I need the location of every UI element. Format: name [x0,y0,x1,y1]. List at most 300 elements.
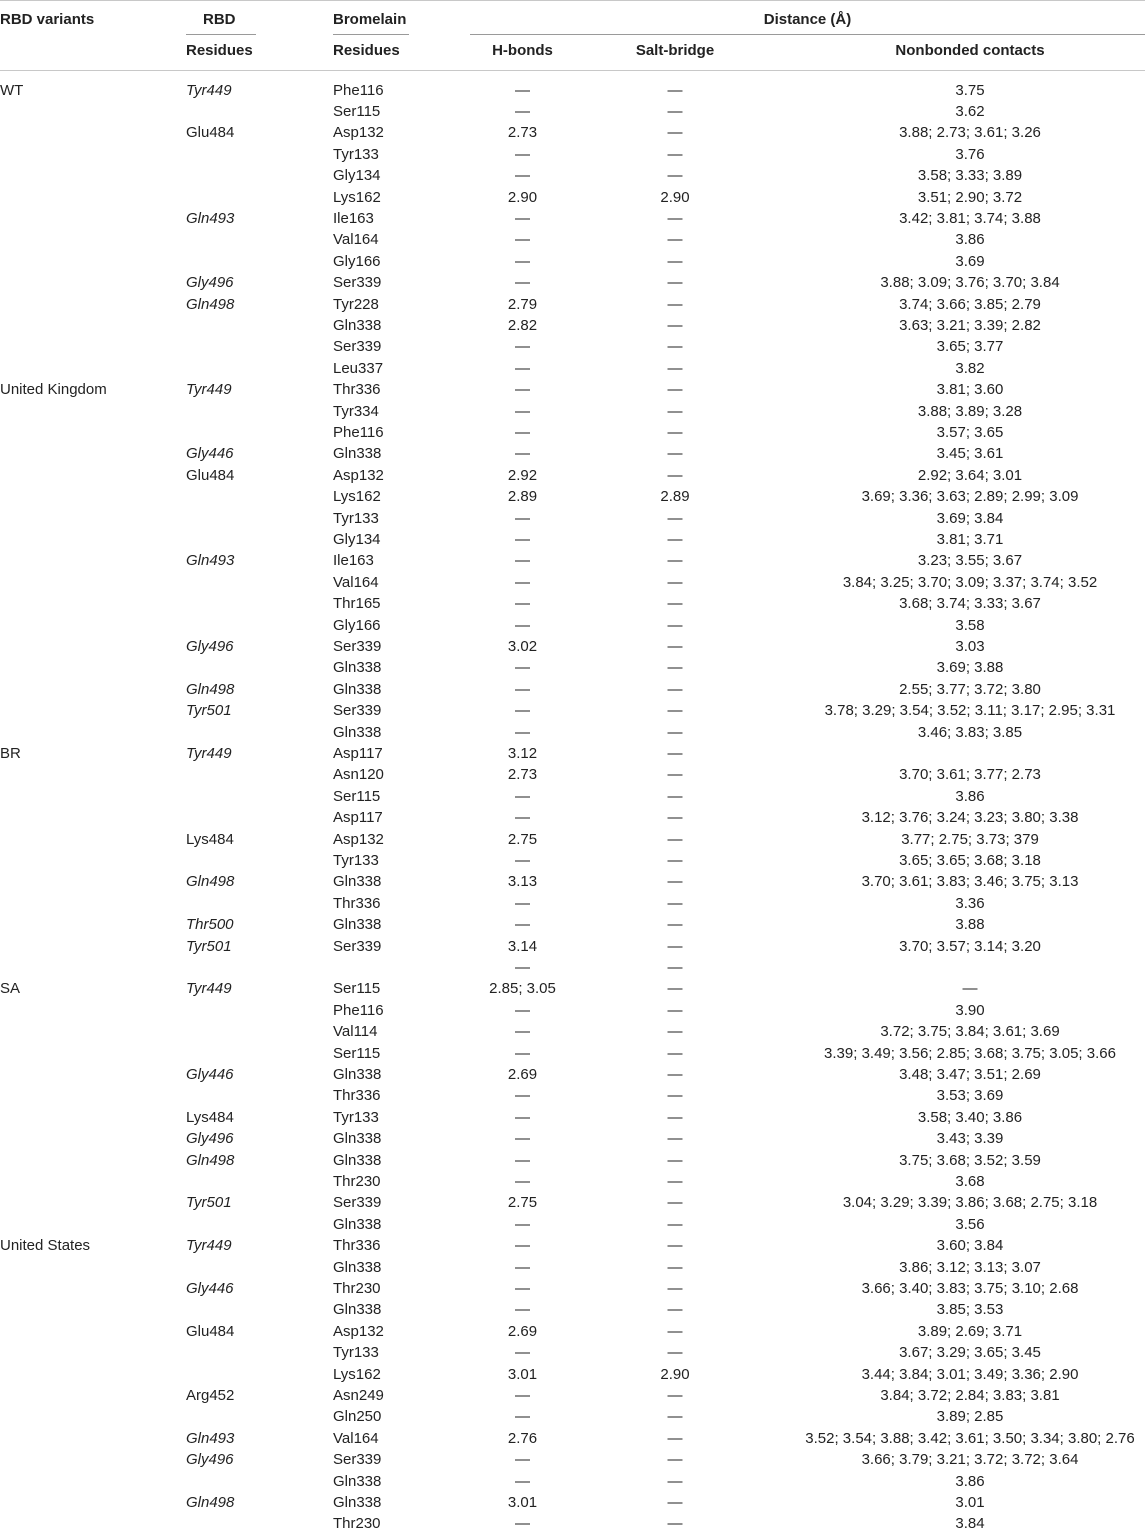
salt-bridge-cell: — [667,1194,683,1212]
hbond-cell: — [515,595,530,613]
rbd-residue-cell: Gln498 [186,295,235,313]
rbd-residue-cell: Tyr449 [186,81,232,99]
salt-bridge-cell: — [667,402,683,420]
table-row [0,1214,1145,1235]
nonbonded-cell: 3.03 [955,637,985,655]
table-row [0,401,1145,422]
bromelain-residue-cell: Gln338 [333,723,382,741]
nonbonded-cell: 3.58 [955,616,985,634]
rbd-residue-cell: Gly496 [186,637,234,655]
nonbonded-cell: 3.86 [955,1472,985,1490]
salt-bridge-cell: — [667,1237,683,1255]
hbond-cell: — [515,894,530,912]
nonbonded-cell: 3.60; 3.84 [936,1237,1004,1255]
bromelain-residue-cell: Phe116 [333,81,384,99]
bromelain-residue-cell: Ile163 [333,552,374,570]
bromelain-residue-cell: Thr165 [333,595,381,613]
salt-bridge-cell: — [667,1515,683,1533]
nonbonded-cell: 3.52; 3.54; 3.88; 3.42; 3.61; 3.50; 3.34; 3.80; 2.76 [805,1429,1135,1447]
table-row [0,786,1145,807]
nonbonded-cell: 3.65; 3.65; 3.68; 3.18 [899,851,1041,869]
bromelain-residue-cell: Gln338 [333,1151,382,1169]
table-row [0,144,1145,165]
table-row [0,657,1145,678]
bromelain-residue-cell: Ile163 [333,209,374,227]
table-row [0,1278,1145,1299]
salt-bridge-cell: 2.90 [660,1365,690,1383]
distance-underline [470,34,1145,35]
hbond-cell: — [515,1151,530,1169]
table-row [0,1171,1145,1192]
nonbonded-cell: 2.92; 3.64; 3.01 [917,466,1023,484]
salt-bridge-cell: — [667,616,683,634]
bromelain-residue-cell: Gln338 [333,445,382,463]
nonbonded-cell: 3.81; 3.60 [936,381,1004,399]
rbd-residue-cell: Glu484 [186,466,235,484]
rbd-residue-cell: Tyr449 [186,744,232,762]
table-row [0,743,1145,764]
rbd-residue-cell: Gly446 [186,1279,234,1297]
nonbonded-cell: 3.36 [955,894,985,912]
salt-bridge-cell: — [667,1001,683,1019]
salt-bridge-cell: — [667,209,683,227]
bromelain-residue-cell: Gln338 [333,1493,382,1511]
hbond-cell: — [515,809,530,827]
table-row [0,358,1145,379]
hbond-cell: 2.73 [507,766,538,784]
salt-bridge-cell: — [667,637,683,655]
header-distance: Distance (Å) [763,11,852,28]
table-row [0,829,1145,850]
hbond-cell: — [515,274,530,292]
bromelain-residue-cell: Gln250 [333,1408,382,1426]
variant-cell: WT [0,81,24,99]
salt-bridge-cell: — [667,316,683,334]
bromelain-residue-cell: Thr336 [333,381,381,399]
salt-bridge-cell: — [667,958,683,976]
bromelain-residue-cell: Tyr133 [333,851,379,869]
salt-bridge-cell: — [667,1429,683,1447]
salt-bridge-cell: — [667,1408,683,1426]
nonbonded-cell: 3.85; 3.53 [936,1301,1004,1319]
salt-bridge-cell: — [667,830,683,848]
nonbonded-cell: 3.67; 3.29; 3.65; 3.45 [899,1344,1041,1362]
table-row [0,615,1145,636]
table-row [0,187,1145,208]
rbd-residue-cell: Gly446 [186,1065,234,1083]
nonbonded-cell: 3.62 [955,102,985,120]
hbond-cell: — [515,1344,530,1362]
variant-cell: BR [0,744,21,762]
rbd-residue-cell: Gln498 [186,1151,235,1169]
nonbonded-cell: — [962,980,978,998]
table-row [0,529,1145,550]
salt-bridge-cell: — [667,573,683,591]
hbond-cell: 2.89 [507,488,538,506]
table-row [0,1064,1145,1085]
bromelain-residue-cell: Gly166 [333,252,381,270]
bromelain-residue-cell: Gln338 [333,1301,382,1319]
rbd-underline [186,34,256,35]
nonbonded-cell: 3.89; 2.85 [936,1408,1004,1426]
header-rbd-residues: Residues [186,42,253,59]
salt-bridge-cell: — [667,766,683,784]
salt-bridge-cell: — [667,680,683,698]
rbd-residue-cell: Gly496 [186,1130,234,1148]
hbond-cell: 2.69 [507,1065,538,1083]
table-row [0,101,1145,122]
nonbonded-cell: 3.84 [955,1515,985,1533]
table-row [0,1449,1145,1470]
hbond-cell: 2.79 [507,295,538,313]
header-row-1 [0,0,1145,36]
bromelain-residue-cell: Asp132 [333,124,384,142]
table-row [0,1513,1145,1534]
hbond-cell: — [515,1023,530,1041]
salt-bridge-cell: — [667,530,683,548]
salt-bridge-cell: — [667,466,683,484]
variant-cell: United Kingdom [0,381,107,399]
salt-bridge-cell: — [667,1151,683,1169]
table-row [0,1364,1145,1385]
header-nonbonded: Nonbonded contacts [895,42,1045,59]
table-row [0,914,1145,935]
salt-bridge-cell: — [667,1172,683,1190]
hbond-cell: — [515,102,530,120]
hbond-cell: 2.92 [507,466,538,484]
nonbonded-cell: 3.75; 3.68; 3.52; 3.59 [899,1151,1041,1169]
header-row-2 [0,36,1145,71]
rbd-residue-cell: Gly496 [186,274,234,292]
hbond-cell: — [515,958,530,976]
table-row [0,957,1145,978]
nonbonded-cell: 3.68; 3.74; 3.33; 3.67 [899,595,1041,613]
nonbonded-cell: 3.69 [955,252,985,270]
nonbonded-cell: 3.23; 3.55; 3.67 [917,552,1023,570]
bromelain-underline [333,34,409,35]
salt-bridge-cell: — [667,1023,683,1041]
salt-bridge-cell: — [667,702,683,720]
nonbonded-cell: 3.88 [955,916,985,934]
table-row [0,1321,1145,1342]
table-row [0,700,1145,721]
salt-bridge-cell: — [667,1344,683,1362]
rbd-residue-cell: Tyr449 [186,1237,232,1255]
rbd-residue-cell: Lys484 [186,830,234,848]
nonbonded-cell: 3.72; 3.75; 3.84; 3.61; 3.69 [880,1023,1060,1041]
salt-bridge-cell: — [667,1493,683,1511]
nonbonded-cell: 3.68 [955,1172,985,1190]
hbond-cell: — [515,1130,530,1148]
bromelain-residue-cell: Val164 [333,1429,379,1447]
hbond-cell: — [515,659,530,677]
bromelain-residue-cell: Ser339 [333,637,382,655]
salt-bridge-cell: — [667,1279,683,1297]
salt-bridge-cell: — [667,595,683,613]
rbd-residue-cell: Gln498 [186,873,235,891]
salt-bridge-cell: — [667,1258,683,1276]
hbond-cell: 2.90 [507,188,538,206]
bromelain-residue-cell: Tyr133 [333,1344,379,1362]
header-hbonds: H-bonds [492,42,553,59]
hbond-cell: — [515,723,530,741]
nonbonded-cell: 3.66; 3.79; 3.21; 3.72; 3.72; 3.64 [861,1451,1079,1469]
table-row [0,679,1145,700]
rbd-residue-cell: Tyr501 [186,1194,232,1212]
table-row [0,764,1145,785]
bromelain-residue-cell: Asp132 [333,830,384,848]
salt-bridge-cell: — [667,509,683,527]
nonbonded-cell: 3.69; 3.88 [936,659,1004,677]
table-row [0,422,1145,443]
salt-bridge-cell: — [667,809,683,827]
hbond-cell: — [515,338,530,356]
salt-bridge-cell: — [667,873,683,891]
hbond-cell: — [515,530,530,548]
nonbonded-cell: 3.46; 3.83; 3.85 [917,723,1023,741]
hbond-cell: — [515,509,530,527]
header-bromelain-residues: Residues [333,42,400,59]
hbond-cell: 2.73 [507,124,538,142]
table-row [0,936,1145,957]
salt-bridge-cell: — [667,381,683,399]
table-row [0,1385,1145,1406]
hbond-cell: 2.69 [507,1322,538,1340]
hbond-cell: — [515,1237,530,1255]
table-row [0,1299,1145,1320]
bromelain-residue-cell: Lys162 [333,1365,381,1383]
salt-bridge-cell: — [667,338,683,356]
table-row [0,1235,1145,1256]
variant-cell: SA [0,980,21,998]
nonbonded-cell: 3.90 [955,1001,985,1019]
bromelain-residue-cell: Asp132 [333,1322,384,1340]
hbond-cell: — [515,1044,530,1062]
bromelain-residue-cell: Tyr133 [333,145,379,163]
table-row [0,722,1145,743]
hbond-cell: — [515,787,530,805]
hbond-cell: 2.85; 3.05 [489,980,556,998]
bromelain-residue-cell: Phe116 [333,423,384,441]
salt-bridge-cell: 2.89 [660,488,690,506]
table-row [0,1428,1145,1449]
rbd-residue-cell: Gln498 [186,680,235,698]
bromelain-residue-cell: Gly134 [333,167,381,185]
hbond-cell: — [515,1279,530,1297]
salt-bridge-cell: — [667,295,683,313]
bromelain-residue-cell: Tyr133 [333,509,379,527]
table-row [0,1192,1145,1213]
salt-bridge-cell: — [667,1130,683,1148]
nonbonded-cell: 3.88; 3.09; 3.76; 3.70; 3.84 [880,274,1060,292]
salt-bridge-cell: — [667,231,683,249]
table-row [0,1043,1145,1064]
bromelain-residue-cell: Ser339 [333,1194,382,1212]
nonbonded-cell: 3.74; 3.66; 3.85; 2.79 [899,295,1041,313]
rbd-residue-cell: Tyr501 [186,702,232,720]
table-row [0,165,1145,186]
table-row [0,850,1145,871]
bromelain-residue-cell: Gln338 [333,873,382,891]
table-row [0,1085,1145,1106]
bromelain-residue-cell: Gln338 [333,1130,382,1148]
hbond-cell: — [515,231,530,249]
table-row [0,1406,1145,1427]
table-row [0,486,1145,507]
bromelain-residue-cell: Gly134 [333,530,381,548]
bromelain-residue-cell: Tyr228 [333,295,379,313]
salt-bridge-cell: — [667,359,683,377]
table-row [0,272,1145,293]
salt-bridge-cell: — [667,1044,683,1062]
salt-bridge-cell: — [667,124,683,142]
nonbonded-cell: 3.45; 3.61 [936,445,1004,463]
rbd-residue-cell: Gln493 [186,1429,235,1447]
hbond-cell: — [515,1515,530,1533]
nonbonded-cell: 3.01 [955,1493,985,1511]
salt-bridge-cell: — [667,274,683,292]
salt-bridge-cell: 2.90 [660,188,690,206]
hbond-cell: 2.76 [507,1429,538,1447]
nonbonded-cell: 3.66; 3.40; 3.83; 3.75; 3.10; 2.68 [861,1279,1079,1297]
salt-bridge-cell: — [667,659,683,677]
salt-bridge-cell: — [667,1108,683,1126]
hbond-cell: — [515,1258,530,1276]
salt-bridge-cell: — [667,916,683,934]
hbond-cell: — [515,573,530,591]
bromelain-residue-cell: Asp132 [333,466,384,484]
bromelain-residue-cell: Gly166 [333,616,381,634]
rbd-residue-cell: Glu484 [186,124,235,142]
nonbonded-cell: 3.88; 2.73; 3.61; 3.26 [899,124,1041,142]
salt-bridge-cell: — [667,851,683,869]
nonbonded-cell: 3.56 [955,1215,985,1233]
bromelain-residue-cell: Lys162 [333,488,381,506]
bromelain-residue-cell: Asp117 [333,744,383,762]
nonbonded-cell: 3.69; 3.84 [936,509,1004,527]
hbond-cell: — [515,167,530,185]
salt-bridge-cell: — [667,980,683,998]
table-row [0,1021,1145,1042]
bromelain-residue-cell: Ser115 [333,787,381,805]
nonbonded-cell: 3.63; 3.21; 3.39; 2.82 [899,316,1041,334]
salt-bridge-cell: — [667,1065,683,1083]
bromelain-residue-cell: Ser115 [333,1044,381,1062]
salt-bridge-cell: — [667,1386,683,1404]
salt-bridge-cell: — [667,1472,683,1490]
header-rbd: RBD [203,11,236,28]
table-row [0,1107,1145,1128]
rbd-residue-cell: Gly496 [186,1451,234,1469]
salt-bridge-cell: — [667,894,683,912]
hbond-cell: — [515,851,530,869]
bromelain-residue-cell: Val164 [333,573,379,591]
table-row [0,1150,1145,1171]
table-row [0,122,1145,143]
nonbonded-cell: 3.70; 3.61; 3.83; 3.46; 3.75; 3.13 [861,873,1079,891]
nonbonded-cell: 3.84; 3.25; 3.70; 3.09; 3.37; 3.74; 3.52 [842,573,1098,591]
rbd-residue-cell: Tyr449 [186,980,232,998]
nonbonded-cell: 3.39; 3.49; 3.56; 2.85; 3.68; 3.75; 3.05; 3.66 [824,1044,1116,1062]
hbond-cell: 3.13 [507,873,538,891]
bromelain-residue-cell: Val114 [333,1023,378,1041]
nonbonded-cell: 3.89; 2.69; 3.71 [917,1322,1023,1340]
salt-bridge-cell: — [667,167,683,185]
table-row [0,893,1145,914]
bromelain-residue-cell: Tyr133 [333,1108,379,1126]
hbond-cell: 3.01 [507,1493,538,1511]
hbond-cell: — [515,252,530,270]
hbond-cell: — [515,423,530,441]
nonbonded-cell: 3.43; 3.39 [936,1130,1004,1148]
nonbonded-cell: 3.78; 3.29; 3.54; 3.52; 3.11; 3.17; 2.95; 3.31 [824,702,1116,720]
nonbonded-cell: 3.84; 3.72; 2.84; 3.83; 3.81 [880,1386,1060,1404]
bromelain-residue-cell: Ser339 [333,702,382,720]
nonbonded-cell: 3.76 [955,145,985,163]
hbond-cell: 2.75 [507,1194,538,1212]
bromelain-residue-cell: Thr230 [333,1172,381,1190]
table-row [0,379,1145,400]
bromelain-residue-cell: Thr336 [333,1087,381,1105]
nonbonded-cell: 3.42; 3.81; 3.74; 3.88 [899,209,1041,227]
nonbonded-cell: 3.81; 3.71 [936,530,1004,548]
salt-bridge-cell: — [667,1301,683,1319]
header-bromelain: Bromelain [333,11,407,28]
table-row [0,636,1145,657]
hbond-cell: — [515,1386,530,1404]
bromelain-residue-cell: Val164 [333,231,379,249]
salt-bridge-cell: — [667,937,683,955]
table-row [0,550,1145,571]
nonbonded-cell: 3.75 [955,81,985,99]
hbond-cell: — [515,145,530,163]
header-rbd-variants: RBD variants [0,11,95,28]
bromelain-residue-cell: Ser339 [333,1451,382,1469]
bromelain-residue-cell: Thr336 [333,894,381,912]
bromelain-residue-cell: Gln338 [333,1472,382,1490]
nonbonded-cell: 3.86 [955,787,985,805]
nonbonded-cell: 3.48; 3.47; 3.51; 2.69 [899,1065,1041,1083]
rbd-residue-cell: Arg452 [186,1386,235,1404]
nonbonded-cell: 3.53; 3.69 [936,1087,1004,1105]
bromelain-residue-cell: Gln338 [333,680,382,698]
table-row [0,443,1145,464]
bromelain-residue-cell: Asp117 [333,809,383,827]
hbond-cell: 2.82 [507,316,538,334]
hbond-cell: 3.12 [507,744,538,762]
hbond-cell: — [515,1301,530,1319]
hbond-cell: — [515,1451,530,1469]
table-row [0,1128,1145,1149]
salt-bridge-cell: — [667,552,683,570]
salt-bridge-cell: — [667,445,683,463]
rbd-residue-cell: Gly446 [186,445,234,463]
nonbonded-cell: 3.86 [955,231,985,249]
nonbonded-cell: 3.44; 3.84; 3.01; 3.49; 3.36; 2.90 [861,1365,1079,1383]
bromelain-residue-cell: Gln338 [333,1258,382,1276]
hbond-cell: — [515,1087,530,1105]
hbond-cell: 3.02 [507,637,538,655]
bromelain-residue-cell: Thr336 [333,1237,381,1255]
variant-cell: United States [0,1237,91,1255]
nonbonded-cell: 3.82 [955,359,985,377]
bromelain-residue-cell: Asn120 [333,766,384,784]
nonbonded-cell: 3.58; 3.33; 3.89 [917,167,1023,185]
table-row [0,229,1145,250]
table-row [0,807,1145,828]
hbond-cell: — [515,552,530,570]
nonbonded-cell: 3.70; 3.57; 3.14; 3.20 [899,937,1041,955]
